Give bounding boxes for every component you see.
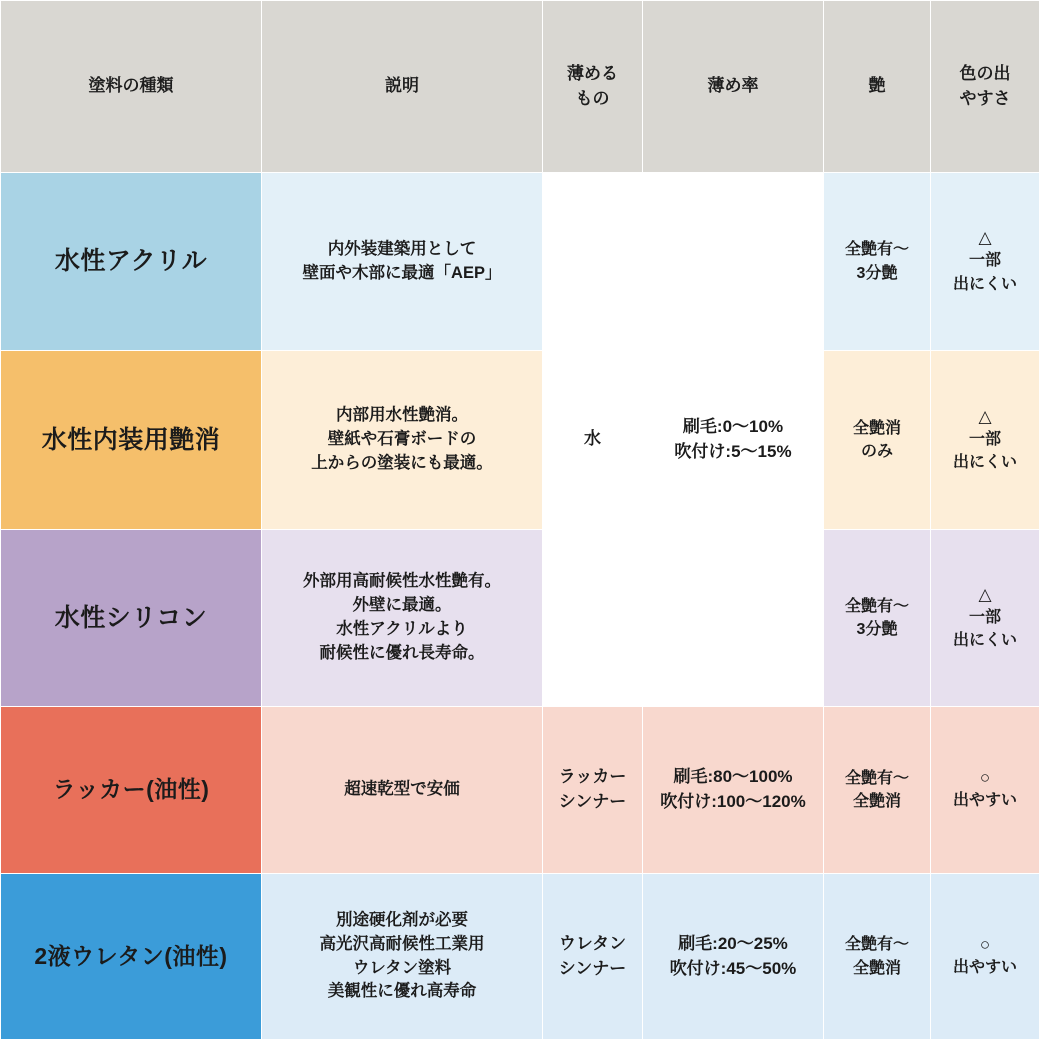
description-line: 壁紙や石膏ボードの (328, 430, 477, 448)
column-header-dilution-ratio: 薄め率 (643, 1, 824, 173)
cell-paint-type: 水性アクリル (1, 173, 262, 351)
header-row (1, 1, 1039, 173)
thinner-line: シンナー (559, 959, 627, 978)
cell-description (262, 707, 543, 874)
gloss-line: 全艶消 (853, 793, 901, 810)
cell-colorability (931, 707, 1039, 874)
description-line: 内外装建築用として (328, 240, 477, 258)
column-header-colorability (931, 1, 1039, 173)
table-row (1, 707, 1039, 874)
description-line: 壁面や木部に最適「AEP」 (303, 264, 502, 282)
thinner-line: ウレタン (559, 934, 626, 953)
gloss-line: 全艶有〜 (845, 770, 909, 787)
gloss-line: 3分艶 (857, 265, 898, 282)
gloss-line: 全艶消 (853, 420, 901, 437)
cell-colorability (931, 351, 1039, 530)
cell-paint-type: 水性シリコン (1, 530, 262, 707)
cell-thinner (543, 874, 643, 1040)
column-header-thinner (543, 1, 643, 173)
gloss-line: 3分艶 (857, 621, 898, 638)
colorability-line: 出やすい (953, 959, 1017, 976)
ratio-line-brush: 刷毛:20〜25% (678, 934, 788, 953)
description-line: 内部用水性艶消。 (336, 406, 468, 424)
cell-dilution-ratio (643, 707, 824, 874)
table-header (1, 1, 1039, 173)
description-line: 超速乾型で安価 (344, 780, 460, 798)
colorability-line: 一部 (969, 431, 1001, 448)
colorability-mark: △ (937, 227, 1033, 249)
column-header-gloss: 艶 (824, 1, 931, 173)
table-body (1, 173, 1039, 1040)
thinner-line: シンナー (559, 792, 627, 811)
table-row (1, 351, 1039, 530)
cell-colorability (931, 173, 1039, 351)
cell-gloss (824, 530, 931, 707)
cell-description (262, 173, 543, 351)
colorability-line: 出にくい (953, 454, 1017, 471)
description-line: 水性アクリルより (336, 620, 468, 638)
thinner-line: ラッカー (559, 767, 627, 786)
gloss-line: 全艶有〜 (845, 936, 909, 953)
cell-colorability (931, 530, 1039, 707)
description-line: 上からの塗装にも最適。 (311, 454, 493, 472)
description-line: 別途硬化剤が必要 (336, 911, 468, 929)
cell-paint-type: 水性内装用艶消 (1, 351, 262, 530)
description-line: 美観性に優れ高寿命 (328, 982, 477, 1000)
colorability-mark: △ (937, 584, 1033, 606)
ratio-line-spray: 吹付け:100〜120% (660, 792, 806, 811)
cell-gloss (824, 874, 931, 1040)
column-header-colorability-line1: 色の出 (960, 64, 1011, 83)
cell-description (262, 351, 543, 530)
column-header-colorability-line2: やすさ (960, 89, 1011, 108)
gloss-line: 全艶有〜 (845, 598, 909, 615)
table-row (1, 530, 1039, 707)
description-line: 高光沢高耐候性工業用 (320, 935, 485, 953)
cell-dilution-ratio (643, 874, 824, 1040)
column-header-paint-type: 塗料の種類 (1, 1, 262, 173)
cell-dilution-ratio-water (643, 173, 824, 707)
description-line: 外壁に最適。 (353, 596, 452, 614)
colorability-line: 一部 (969, 609, 1001, 626)
gloss-line: 全艶消 (853, 960, 901, 977)
cell-colorability (931, 874, 1039, 1040)
table-row (1, 874, 1039, 1040)
ratio-line-brush: 刷毛:0〜10% (683, 417, 783, 436)
column-header-thinner-line1: 薄める (567, 64, 618, 83)
cell-description (262, 530, 543, 707)
colorability-mark: ○ (937, 934, 1033, 956)
cell-gloss (824, 707, 931, 874)
cell-paint-type: ラッカー(油性) (1, 707, 262, 874)
colorability-mark: △ (937, 406, 1033, 428)
ratio-line-spray: 吹付け:45〜50% (670, 959, 797, 978)
colorability-line: 出にくい (953, 276, 1017, 293)
cell-description (262, 874, 543, 1040)
ratio-line-spray: 吹付け:5〜15% (674, 442, 791, 461)
description-line: ウレタン塗料 (353, 959, 451, 977)
colorability-line: 出やすい (953, 792, 1017, 809)
ratio-line-brush: 刷毛:80〜100% (673, 767, 792, 786)
gloss-line: 全艶有〜 (845, 241, 909, 258)
colorability-line: 出にくい (953, 632, 1017, 649)
description-line: 外部用高耐候性水性艶有。 (303, 572, 501, 590)
column-header-thinner-line2: もの (576, 89, 610, 108)
cell-thinner (543, 707, 643, 874)
cell-gloss (824, 351, 931, 530)
description-line: 耐候性に優れ長寿命。 (320, 644, 485, 662)
gloss-line: のみ (861, 443, 893, 460)
cell-paint-type: 2液ウレタン(油性) (1, 874, 262, 1040)
colorability-mark: ○ (937, 767, 1033, 789)
column-header-description: 説明 (262, 1, 543, 173)
cell-gloss (824, 173, 931, 351)
colorability-line: 一部 (969, 252, 1001, 269)
cell-thinner-water: 水 (543, 173, 643, 707)
table-row (1, 173, 1039, 351)
